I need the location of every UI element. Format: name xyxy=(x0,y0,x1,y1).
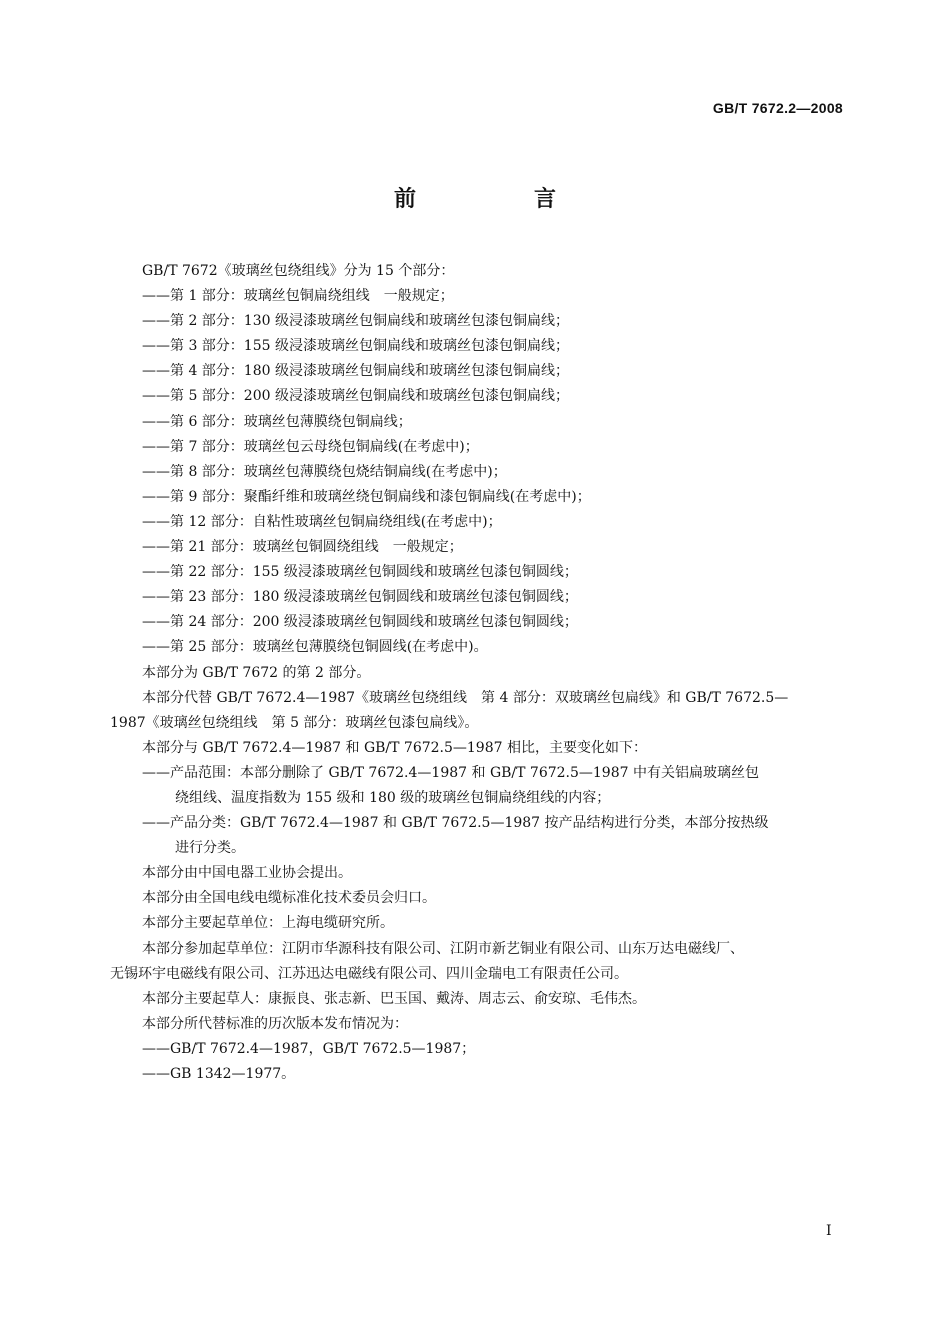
text-line: 本部分所代替标准的历次版本发布情况为： xyxy=(142,1015,408,1032)
list-item xyxy=(110,284,844,309)
paragraph xyxy=(110,911,844,936)
text-line: ——产品范围：本部分删除了 GB/T 7672.4—1987 和 GB/T 7672.5—1987 中有关铝扁玻璃丝包 xyxy=(142,764,759,781)
text-line: ——GB/T 7672.4—1987，GB/T 7672.5—1987； xyxy=(142,1040,476,1057)
standard-number: GB/T 7672.2—2008 xyxy=(712,100,843,116)
paragraph xyxy=(110,259,844,284)
page-title: 前 言 xyxy=(393,187,604,212)
list-item xyxy=(110,1062,844,1087)
text-line: ——第 8 部分：玻璃丝包薄膜绕包烧结铜扁线(在考虑中)； xyxy=(142,463,507,480)
list-item xyxy=(110,610,844,635)
document-body xyxy=(110,259,844,1087)
paragraph xyxy=(110,686,844,736)
text-line: ——第 5 部分：200 级浸漆玻璃丝包铜扁线和玻璃丝包漆包铜扁线； xyxy=(142,388,569,405)
text-line: 本部分由中国电器工业协会提出。 xyxy=(142,865,352,882)
text-line: ——第 12 部分：自粘性玻璃丝包铜扁绕组线(在考虑中)； xyxy=(142,513,502,530)
paragraph xyxy=(110,736,844,761)
text-line: 本部分主要起草单位：上海电缆研究所。 xyxy=(142,915,394,932)
paragraph xyxy=(110,661,844,686)
text-line: ——第 4 部分：180 级浸漆玻璃丝包铜扁线和玻璃丝包漆包铜扁线； xyxy=(142,363,569,380)
text-line: 绕组线、温度指数为 155 级和 180 级的玻璃丝包铜扁绕组线的内容； xyxy=(175,789,611,806)
text-line: ——第 23 部分：180 级浸漆玻璃丝包铜圆线和玻璃丝包漆包铜圆线； xyxy=(142,589,578,606)
list-item xyxy=(110,334,844,359)
list-item xyxy=(110,485,844,510)
list-item xyxy=(110,1037,844,1062)
list-item xyxy=(110,585,844,610)
list-item xyxy=(110,384,844,409)
paragraph xyxy=(110,937,844,987)
page-number: I xyxy=(826,1223,832,1239)
text-line: ——第 1 部分：玻璃丝包铜扁绕组线 一般规定； xyxy=(142,288,454,305)
list-item xyxy=(110,410,844,435)
list-item xyxy=(110,535,844,560)
text-line: ——第 9 部分：聚酯纤维和玻璃丝绕包铜扁线和漆包铜扁线(在考虑中)； xyxy=(142,488,591,505)
text-line: ——第 6 部分：玻璃丝包薄膜绕包铜扁线； xyxy=(142,413,412,430)
text-line: 本部分由全国电线电缆标准化技术委员会归口。 xyxy=(142,890,436,907)
text-line: 本部分主要起草人：康振良、张志新、巴玉国、戴涛、周志云、俞安琼、毛伟杰。 xyxy=(142,990,646,1007)
text-line: 1987《玻璃丝包绕组线 第 5 部分：玻璃丝包漆包扁线》。 xyxy=(110,714,479,731)
list-item xyxy=(110,460,844,485)
text-line: ——产品分类：GB/T 7672.4—1987 和 GB/T 7672.5—1987 按产品结构进行分类，本部分按热级 xyxy=(142,815,769,832)
list-item xyxy=(110,811,844,861)
list-item xyxy=(110,510,844,535)
text-line: ——GB 1342—1977。 xyxy=(142,1066,296,1082)
text-line: ——第 25 部分：玻璃丝包薄膜绕包铜圆线(在考虑中)。 xyxy=(142,639,488,656)
list-item xyxy=(110,435,844,460)
text-line: ——第 21 部分：玻璃丝包铜圆绕组线 一般规定； xyxy=(142,539,463,556)
text-line: 进行分类。 xyxy=(175,840,245,857)
text-line: GB/T 7672《玻璃丝包绕组线》分为 15 个部分： xyxy=(142,263,455,279)
text-line: 无锡环宇电磁线有限公司、江苏迅达电磁线有限公司、四川金瑞电工有限责任公司。 xyxy=(110,965,628,982)
paragraph xyxy=(110,886,844,911)
paragraph xyxy=(110,1012,844,1037)
paragraph xyxy=(110,987,844,1012)
text-line: 本部分参加起草单位：江阴市华源科技有限公司、江阴市新艺铜业有限公司、山东万达电磁线厂、 xyxy=(142,940,744,957)
text-line: 本部分与 GB/T 7672.4—1987 和 GB/T 7672.5—1987 相比，主要变化如下： xyxy=(142,739,647,756)
list-item xyxy=(110,560,844,585)
paragraph xyxy=(110,861,844,886)
text-line: ——第 22 部分：155 级浸漆玻璃丝包铜圆线和玻璃丝包漆包铜圆线； xyxy=(142,564,578,581)
text-line: 本部分为 GB/T 7672 的第 2 部分。 xyxy=(142,664,371,681)
text-line: ——第 3 部分：155 级浸漆玻璃丝包铜扁线和玻璃丝包漆包铜扁线； xyxy=(142,338,569,355)
list-item xyxy=(110,761,844,811)
text-line: ——第 24 部分：200 级浸漆玻璃丝包铜圆线和玻璃丝包漆包铜圆线； xyxy=(142,614,578,631)
text-line: 本部分代替 GB/T 7672.4—1987《玻璃丝包绕组线 第 4 部分：双玻璃丝包扁线》和 GB/T 7672.5— xyxy=(142,689,789,706)
list-item xyxy=(110,309,844,334)
text-line: ——第 2 部分：130 级浸漆玻璃丝包铜扁线和玻璃丝包漆包铜扁线； xyxy=(142,313,569,330)
list-item xyxy=(110,359,844,384)
list-item xyxy=(110,635,844,660)
text-line: ——第 7 部分：玻璃丝包云母绕包铜扁线(在考虑中)； xyxy=(142,438,479,455)
